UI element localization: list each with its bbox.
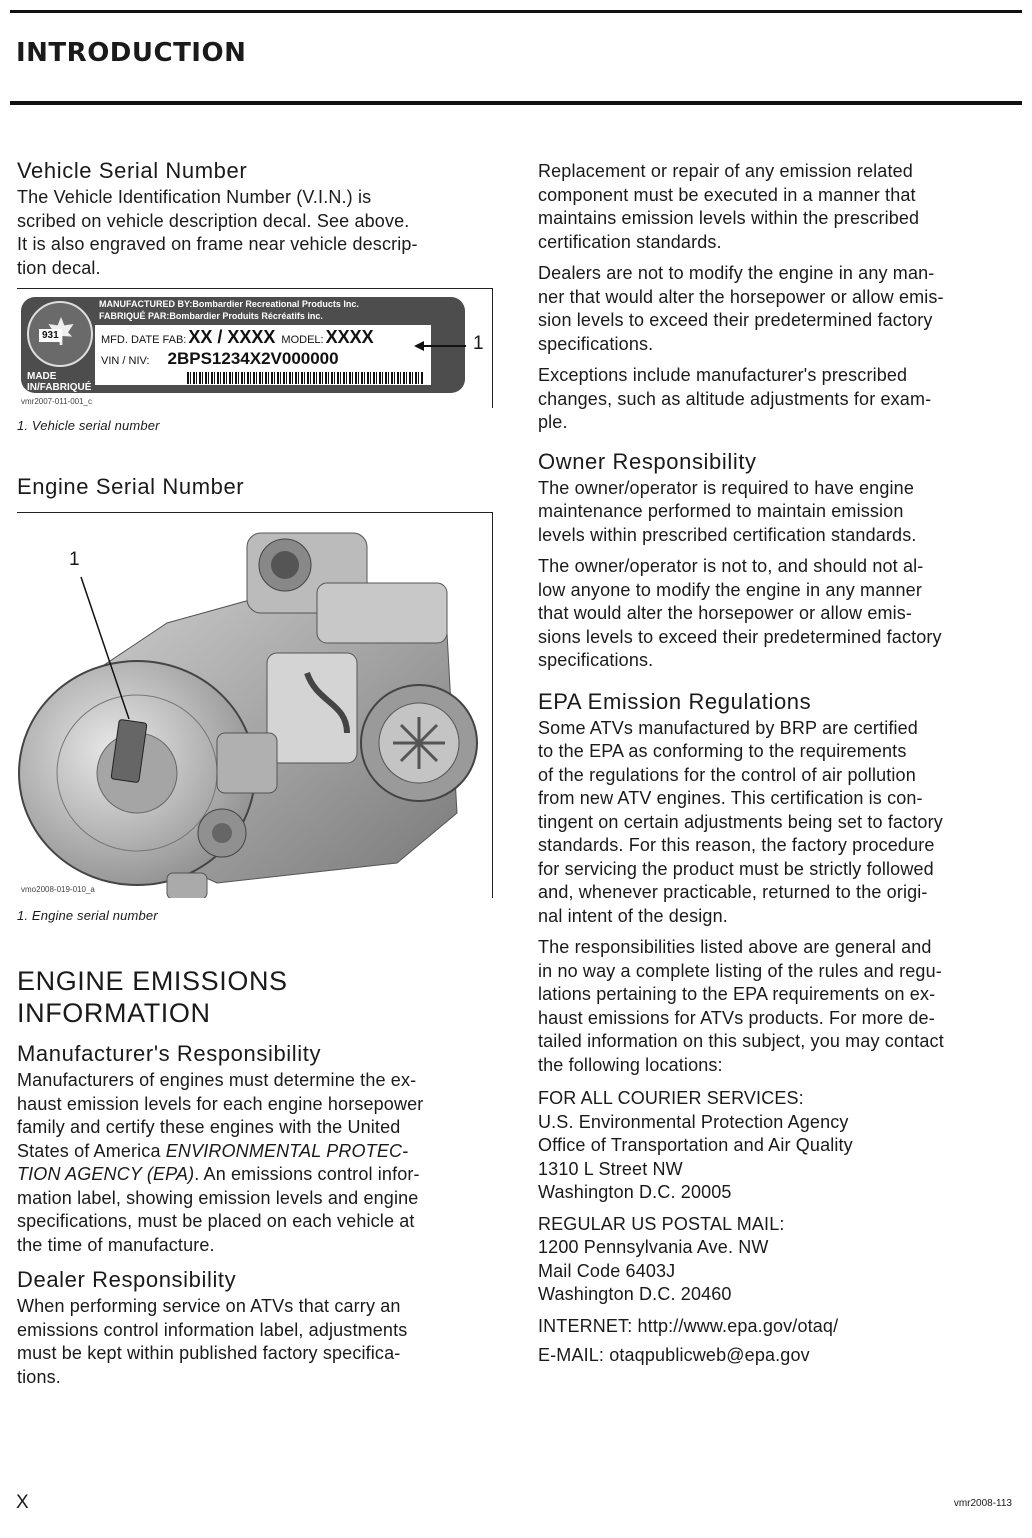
left-column — [17, 156, 493, 1389]
postal-heading: REGULAR US POSTAL MAIL: — [538, 1213, 785, 1234]
right-column — [538, 160, 1014, 1368]
dealer-heading: Dealer Responsibility — [17, 1267, 237, 1292]
replacement-paragraph: Replacement or repair of any emission related component must be executed in a manner that maintains emission levels within the prescribed certification standards. — [538, 161, 920, 252]
dealers-paragraph: Dealers are not to modify the engine in any man- ner that would alter the horsepower or allow emis- sion levels to exceed their predetermined factory specifications. — [538, 263, 944, 354]
decal-info-panel — [95, 325, 431, 385]
engine-callout-number: 1 — [69, 548, 80, 570]
top-rule — [10, 10, 1022, 13]
page-number: X — [16, 1492, 29, 1513]
vin-figure-caption: 1. Vehicle serial number — [17, 418, 160, 433]
epa-paragraph-2: The responsibilities listed above are general and in no way a complete listing of the rules and regu- lations pertaining to the EPA requirements on ex- haust emissions for ATVs products. For more de- tailed information on this subject, you may contact the following locations: — [538, 937, 944, 1075]
page-header-title: INTRODUCTION — [16, 38, 247, 68]
engine-figure-caption: 1. Engine serial number — [17, 907, 158, 923]
engine-illustration — [17, 513, 493, 898]
engine-heading: Engine Serial Number — [17, 473, 245, 499]
decal-fabrique-par: FABRIQUÉ PAR:Bombardier Produits Récréatifs inc. — [99, 311, 323, 321]
engine-figure-id: vmo2008-019-010_a — [21, 884, 95, 894]
decal-callout-number: 1 — [473, 333, 484, 354]
internet-link[interactable]: INTERNET: http://www.epa.gov/otaq/ — [538, 1315, 839, 1336]
owner-paragraph-1: The owner/operator is required to have engine maintenance performed to maintain emission levels within prescribed certification standards. — [538, 477, 917, 545]
owner-paragraph-2: The owner/operator is not to, and should not al- low anyone to modify the engine in any manner that would alter the horsepower or allow emis- sions levels to exceed their predetermined factory specifications. — [538, 556, 942, 670]
vin-decal-figure — [17, 288, 493, 408]
decal-vin-row: VIN / NIV: 2BPS1234X2V000000 — [101, 349, 339, 368]
vin-heading: Vehicle Serial Number — [17, 158, 248, 183]
postal-address-block: REGULAR US POSTAL MAIL: 1200 Pennsylvania Ave. NW Mail Code 6403J Washington D.C. 20460 — [538, 1213, 1014, 1307]
decal-date-row: MFD. DATE FAB: XX / XXXX MODEL: XXXX — [101, 327, 374, 347]
vin-paragraph: The Vehicle Identification Number (V.I.N.) is scribed on vehicle description decal. See above. It is also engraved on frame near vehicle descrip- tion decal. — [17, 187, 418, 278]
transport-canada-seal-icon — [27, 301, 93, 367]
header-rule — [10, 101, 1022, 105]
callout-line — [422, 345, 466, 347]
decal-barcode — [187, 372, 423, 384]
epa-paragraph-1: Some ATVs manufactured by BRP are certified to the EPA as conforming to the requirements of the regulations for the control of air pollution from new ATV engines. This certification is con- tingent on certain adjustments being set to factory standards. For this reason, the factory procedure for servicing the product must be strictly followed and, whenever practicable, returned to the origi- nal intent of the design. — [538, 717, 943, 926]
epa-heading: EPA Emission Regulations — [538, 688, 812, 714]
decal-made-in: MADE IN/FABRIQUÉ — [27, 371, 92, 393]
exceptions-paragraph: Exceptions include manufacturer's prescribed changes, such as altitude adjustments for exam- ple. — [538, 365, 932, 432]
engine-figure — [17, 512, 493, 898]
emissions-heading: ENGINE EMISSIONS INFORMATION — [17, 966, 288, 1028]
document-code: vmr2008-113 — [953, 1498, 1012, 1509]
dealer-paragraph: When performing service on ATVs that carry an emissions control information label, adjustments must be kept within published factory specifica- tions. — [17, 1296, 408, 1387]
emissions-section — [17, 965, 493, 1389]
courier-heading: FOR ALL COURIER SERVICES: — [538, 1088, 804, 1108]
decal-figure-id: vmr2007-011-001_c — [21, 397, 93, 406]
decal-manufactured-by: MANUFACTURED BY:Bombardier Recreational Products Inc. — [99, 299, 359, 309]
decal-badge: 931 — [39, 329, 62, 342]
manufacturer-heading: Manufacturer's Responsibility — [17, 1041, 322, 1066]
vin-decal — [21, 297, 465, 393]
courier-address-block: FOR ALL COURIER SERVICES: U.S. Environmental Protection Agency Office of Transportation and Air Quality 1310 L Street NW Washington D.C. 20005 — [538, 1087, 1014, 1205]
owner-heading: Owner Responsibility — [538, 448, 757, 474]
manufacturer-paragraph: Manufacturers of engines must determine the ex- haust emission levels for each engine horsepower family and certify these engines with the United States of America ENVIRONMENTAL PROTEC- TION AGENCY (EPA). An emissions control infor- mation label, showing emission levels and engine specifications, must be placed on each vehicle at the time of manufacture. — [17, 1070, 424, 1255]
email-link[interactable]: E-MAIL: otaqpublicweb@epa.gov — [538, 1345, 810, 1365]
